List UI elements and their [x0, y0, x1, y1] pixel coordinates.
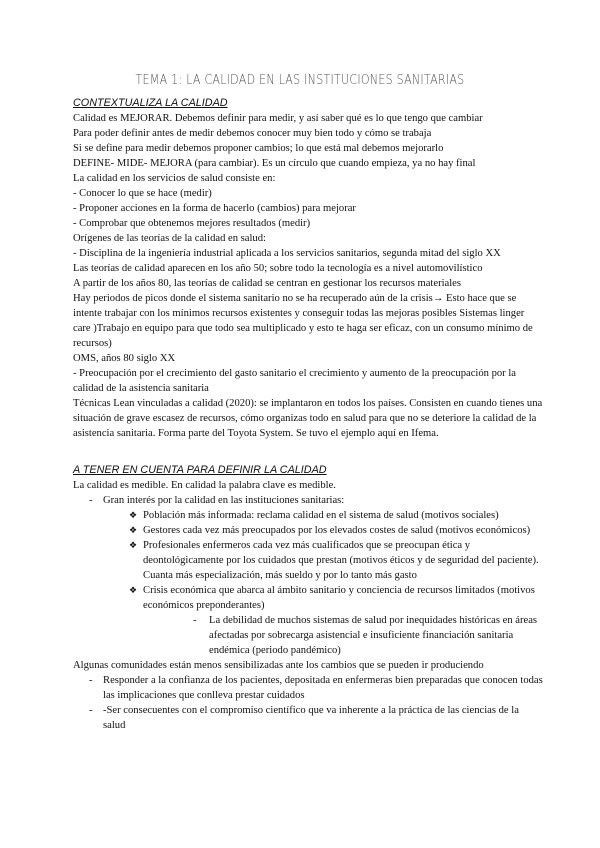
- bullet-item: [73, 583, 543, 613]
- dash-marker: -: [193, 615, 197, 626]
- section-heading: A TENER EN CUENTA PARA DEFINIR LA CALIDAD: [73, 464, 327, 476]
- text-line: La calidad es medible. En calidad la palabra clave es medible.: [73, 480, 336, 491]
- dash-marker: -: [89, 705, 93, 716]
- section-tener-en-cuenta: [73, 463, 543, 733]
- dash-item: [73, 703, 543, 733]
- paragraph: - Preocupación por el crecimiento del gasto sanitario el crecimiento y aumento de la preocupación por la calidad de la asistencia sanitaria: [73, 368, 516, 394]
- dash-text: Gran interés por la calidad en las instituciones sanitarias:: [103, 495, 345, 506]
- bullet-text: Crisis económica que abarca al ámbito sanitario y conciencia de recursos limitados (motivos económicos preponderantes): [143, 585, 535, 611]
- paragraph: Hay periodos de picos donde el sistema sanitario no se ha recuperado aún de la crisis→ Esto hace que se intente trabajar con los mínimos recursos existentes y conseguir todas las mejoras posibles Sistemas linger care )Trabajo en equipo para que todo sea multiplicado y esto te haga ser eficaz, con un consumo mínimo de recursos): [73, 293, 533, 349]
- diamond-bullet-icon: ❖: [129, 585, 138, 595]
- text-line: - Proponer acciones en la forma de hacerlo (cambios) para mejorar: [73, 203, 356, 214]
- bullet-item: [73, 523, 543, 538]
- bullet-item: [73, 508, 543, 523]
- text-line: Las teorías de calidad aparecen en los año 50; sobre todo la tecnología es a nivel automovilístico: [73, 263, 483, 274]
- dash-text: Responder a la confianza de los pacientes, depositada en enfermeras bien preparadas que conocen todas las implicaciones que conlleva prestar cuidados: [103, 675, 543, 701]
- text-line: DEFINE- MIDE- MEJORA (para cambiar). Es un círculo que cuando empieza, ya no hay final: [73, 158, 476, 169]
- text-line: Para poder definir antes de medir debemos conocer muy bien todo y cómo se trabaja: [73, 128, 432, 139]
- diamond-bullet-icon: ❖: [129, 540, 138, 550]
- paragraph: Técnicas Lean vinculadas a calidad (2020): se implantaron en todos los países. Consisten en cuando tienes una situación de grave escasez de recursos, cómo organizas todo en salud para que no se deteriore la calidad de la asistencia sanitaria. Forma parte del Toyota System. Se tuvo el ejemplo aquí en Ifema.: [73, 398, 543, 439]
- text-line: OMS, años 80 siglo XX: [73, 353, 176, 364]
- text-line: Calidad es MEJORAR. Debemos definir para medir, y así saber qué es lo que tengo que cambiar: [73, 113, 483, 124]
- text-line: La calidad en los servicios de salud consiste en:: [73, 173, 276, 184]
- text-line: A partir de los años 80, las teorías de calidad se centran en gestionar los recursos materiales: [73, 278, 462, 289]
- sub-bullet-text: La debilidad de muchos sistemas de salud por inequidades históricas en áreas afectadas por sobrecarga asistencial e insuficiente financiación sanitaria endémica (periodo pandémico): [209, 615, 538, 656]
- text-line: - Conocer lo que se hace (medir): [73, 188, 212, 199]
- section-contextualiza: [73, 96, 543, 441]
- diamond-bullet-icon: ❖: [129, 525, 138, 535]
- bullet-text: Profesionales enfermeros cada vez más cualificados que se preocupan ética y deontológicamente por los cuidados que prestan (motivos éticos y de seguridad del paciente). Cuanta más especialización, más sueldo y por lo tanto más gasto: [143, 540, 539, 581]
- bullet-text: Gestores cada vez más preocupados por los elevados costes de salud (motivos económicos): [143, 525, 531, 536]
- text-line: - Disciplina de la ingeniería industrial aplicada a los servicios sanitarios, segunda mitad del siglo XX: [73, 248, 501, 259]
- dash-marker: -: [89, 675, 93, 686]
- text-line: - Comprobar que obtenemos mejores resultados (medir): [73, 218, 311, 229]
- paragraph: Algunas comunidades están menos sensibilizadas ante los cambios que se pueden ir produciendo: [73, 660, 484, 671]
- diamond-bullet-icon: ❖: [129, 510, 138, 520]
- text-line: Orígenes de las teorías de la calidad en salud:: [73, 233, 266, 244]
- dash-marker: -: [89, 495, 93, 506]
- bullet-item: [73, 538, 543, 583]
- section-heading: CONTEXTUALIZA LA CALIDAD: [73, 97, 228, 109]
- dash-item: [73, 673, 543, 703]
- dash-item: [73, 493, 543, 508]
- sub-bullet-item: [73, 613, 543, 658]
- dash-text: -Ser consecuentes con el compromiso científico que va inherente a la práctica de las ciencias de la salud: [103, 705, 519, 731]
- page-title: TEMA 1: LA CALIDAD EN LAS INSTITUCIONES SANITARIAS: [135, 72, 465, 88]
- bullet-text: Población más informada: reclama calidad en el sistema de salud (motivos sociales): [143, 510, 499, 521]
- text-line: Si se define para medir debemos proponer cambios; lo que está mal debemos mejorarlo: [73, 143, 444, 154]
